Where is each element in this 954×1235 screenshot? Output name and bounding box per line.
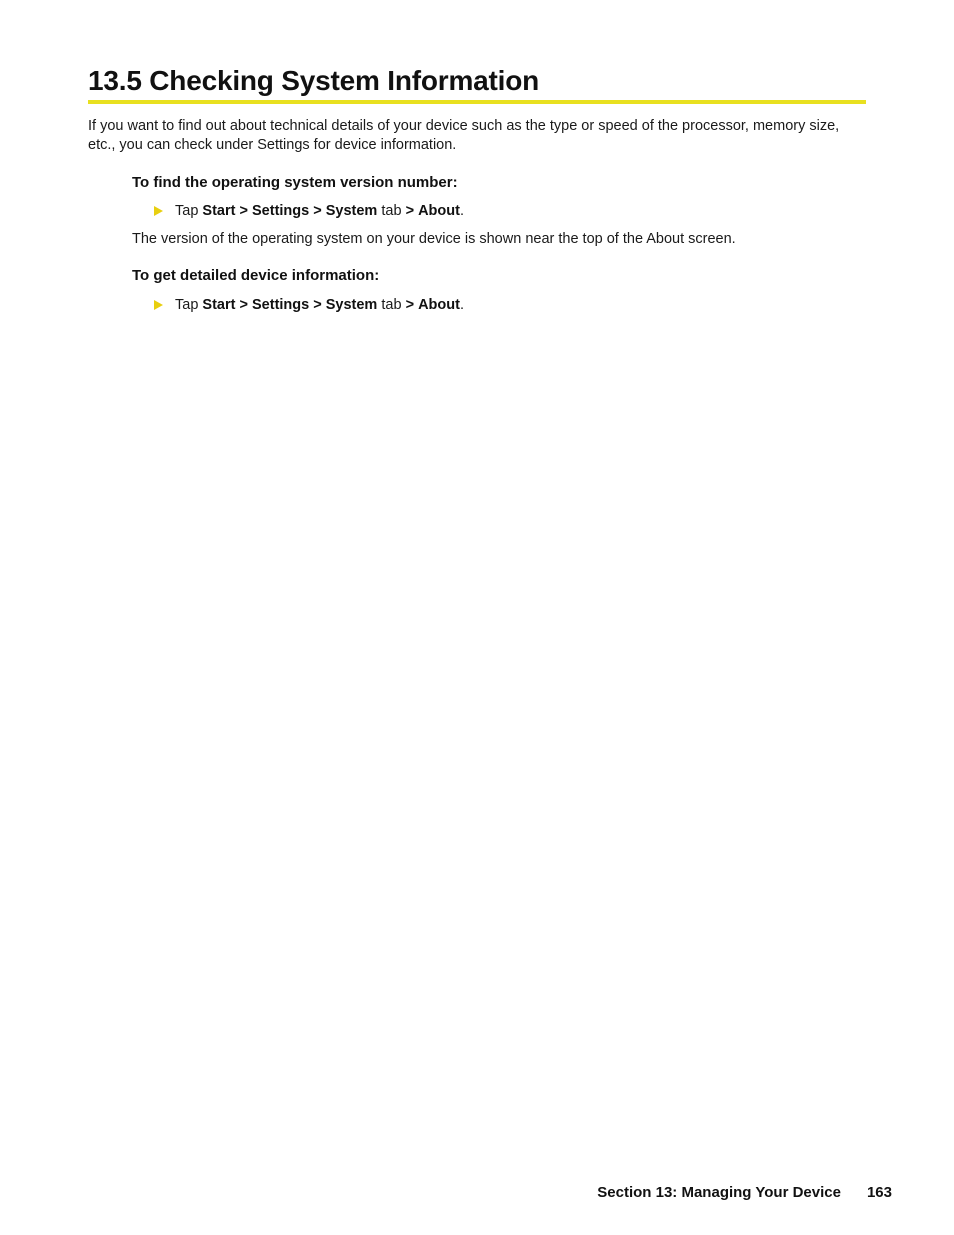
step-system-label: System bbox=[325, 297, 378, 313]
step-about-label: About bbox=[418, 203, 460, 219]
step-system-label: System bbox=[325, 203, 378, 219]
step-separator: > bbox=[239, 203, 248, 219]
page-title: 13.5 Checking System Information bbox=[88, 62, 866, 104]
page-footer bbox=[597, 1183, 892, 1203]
step-tab-text: tab bbox=[381, 297, 402, 313]
procedure-note-os-version: The version of the operating system on your device is shown near the top of the About screen. bbox=[132, 231, 736, 247]
procedure-step-device-info bbox=[154, 295, 464, 315]
step-settings-label: Settings bbox=[252, 297, 310, 313]
footer-section-title: Section 13: Managing Your Device bbox=[597, 1184, 841, 1201]
step-start-label: Start bbox=[202, 203, 236, 219]
step-separator: > bbox=[405, 203, 415, 219]
procedure-heading-device-info: To get detailed device information: bbox=[132, 267, 380, 284]
step-separator: > bbox=[239, 297, 248, 313]
step-settings-label: Settings bbox=[252, 203, 310, 219]
step-separator: > bbox=[405, 297, 415, 313]
step-separator: > bbox=[313, 203, 322, 219]
step-period: . bbox=[459, 203, 464, 219]
step-tab-text: tab bbox=[381, 203, 402, 219]
step-separator: > bbox=[313, 297, 322, 313]
triangle-right-icon bbox=[154, 206, 163, 216]
step-tap-text: Tap bbox=[175, 297, 199, 313]
step-start-label: Start bbox=[202, 297, 236, 313]
procedure-step-os-version bbox=[154, 201, 464, 221]
step-tap-text: Tap bbox=[175, 203, 199, 219]
step-period: . bbox=[459, 297, 464, 313]
triangle-right-icon bbox=[154, 300, 163, 310]
page-number: 163 bbox=[866, 1184, 892, 1201]
intro-paragraph: If you want to find out about technical details of your device such as the type or speed of the processor, memory size, etc., you can check under Settings for device information. bbox=[88, 118, 840, 153]
step-about-label: About bbox=[418, 297, 460, 313]
procedure-heading-os-version: To find the operating system version number: bbox=[132, 174, 458, 191]
